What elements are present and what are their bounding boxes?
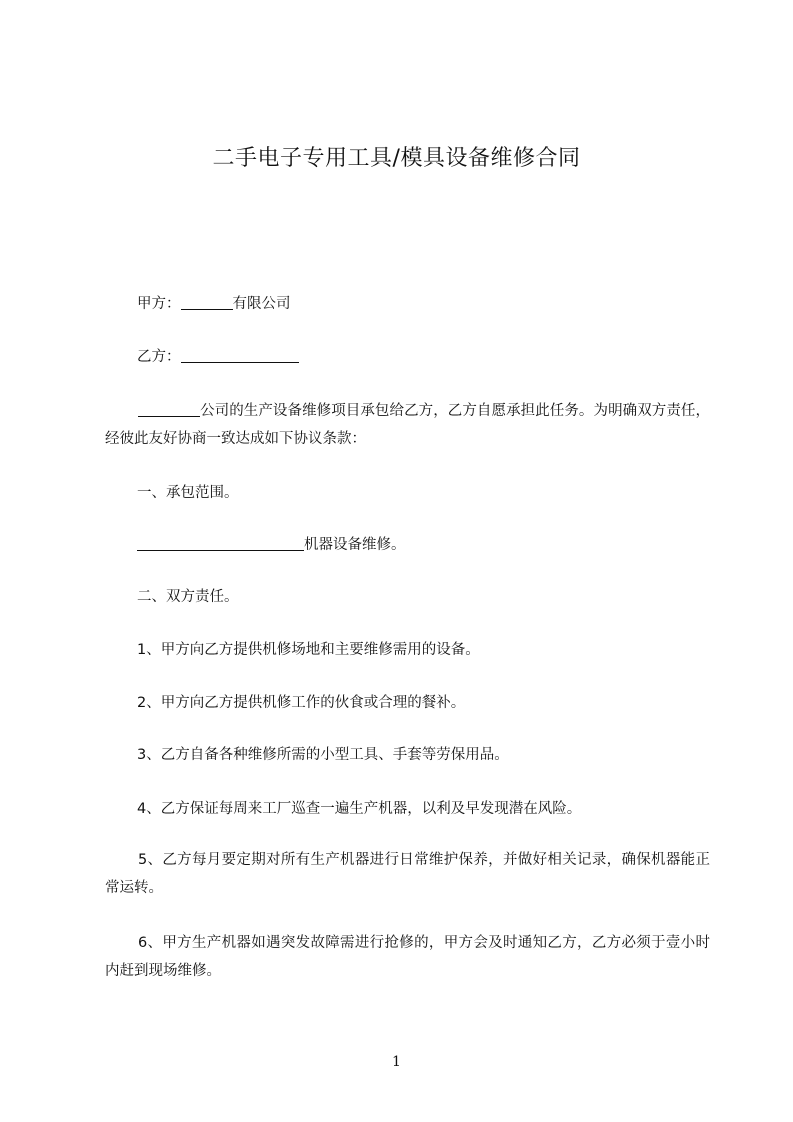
scope-suffix: 机器设备维修。	[304, 537, 406, 553]
scope-blank	[137, 536, 304, 551]
document-title: 二手电子专用工具/模具设备维修合同	[212, 146, 581, 171]
party-a-blank	[181, 295, 233, 310]
clause-item: 2、甲方向乙方提供机修工作的伙食或合理的餐补。	[137, 695, 466, 711]
party-b-line	[137, 345, 299, 366]
party-a-suffix: 有限公司	[232, 296, 291, 312]
clause-item: 3、乙方自备各种维修所需的小型工具、手套等劳保用品。	[137, 747, 509, 763]
party-b-label: 乙方：	[137, 349, 181, 365]
clause-item: 5、乙方每月要定期对所有生产机器进行日常维护保养，并做好相关记录，确保机器能正常运转。	[105, 852, 710, 896]
section2-heading: 二、双方责任。	[137, 589, 239, 605]
clause-item: 4、乙方保证每周来工厂巡查一遍生产机器，以利及早发现潜在风险。	[137, 801, 582, 817]
page-number: 1	[392, 1054, 401, 1070]
party-a-line	[137, 292, 291, 313]
party-a-label: 甲方：	[137, 296, 181, 312]
intro-text: 公司的生产设备维修项目承包给乙方，乙方自愿承担此任务。为明确双方责任，经彼此友好协商一致达成如下协议条款：	[105, 403, 710, 447]
scope-line	[137, 533, 406, 554]
party-b-blank	[181, 348, 299, 363]
intro-paragraph	[105, 397, 710, 453]
section1-heading: 一、承包范围。	[137, 485, 239, 501]
clause-item: 1、甲方向乙方提供机修场地和主要维修需用的设备。	[137, 642, 480, 658]
intro-company-blank	[138, 402, 200, 417]
clause-item: 6、甲方生产机器如遇突发故障需进行抢修的，甲方会及时通知乙方，乙方必须于壹小时内赶到现场维修。	[105, 935, 710, 979]
